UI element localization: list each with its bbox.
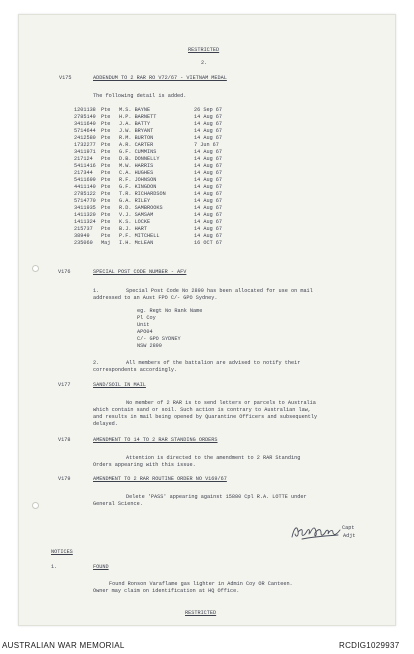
service-number: 2785122 <box>74 191 96 197</box>
qualifying-date: 14 Aug 67 <box>194 205 223 211</box>
member-name: T.R. RICHARDSON <box>119 191 166 197</box>
rank: Pte <box>101 219 111 225</box>
member-name: C.A. HUGHES <box>119 170 154 176</box>
qualifying-date: 14 Aug 67 <box>194 121 223 127</box>
section-title-standing-orders: AMENDMENT TO 14 TO 2 RAR STANDING ORDERS <box>93 437 218 443</box>
rank: Maj <box>101 240 111 246</box>
paragraph-text: General Science. <box>93 501 143 507</box>
qualifying-date: 7 Jun 67 <box>194 142 219 148</box>
paragraph-text: Orders appearing with this issue. <box>93 462 196 468</box>
member-name: R.M. BURTON <box>119 135 154 141</box>
service-number: 4411140 <box>74 184 96 190</box>
address-example-line: C/- GPO SYDNEY <box>137 336 181 342</box>
service-number: 5411699 <box>74 177 96 183</box>
punch-hole <box>32 502 39 509</box>
order-ref-v179: V179 <box>58 476 71 482</box>
service-number: 2785149 <box>74 114 96 120</box>
signatory-appointment: Adjt <box>343 533 356 539</box>
rank: Pte <box>101 226 111 232</box>
rank: Pte <box>101 107 111 113</box>
qualifying-date: 14 Aug 67 <box>194 177 223 183</box>
paragraph-text: Attention is directed to the amendment to 2 RAR Standing <box>126 455 301 461</box>
qualifying-date: 14 Aug 67 <box>194 128 223 134</box>
order-ref-v175: V175 <box>59 75 72 81</box>
service-number: 5714770 <box>74 198 96 204</box>
rank: Pte <box>101 212 111 218</box>
service-number: 1732277 <box>74 142 96 148</box>
service-number: 1411324 <box>74 219 96 225</box>
rank: Pte <box>101 198 111 204</box>
member-name: P.F. MITCHELL <box>119 233 160 239</box>
rank: Pte <box>101 114 111 120</box>
page-number: 2. <box>201 60 208 66</box>
signatory-rank: Capt <box>342 525 355 531</box>
member-name: G.F. KINGDON <box>119 184 157 190</box>
service-number: 38949 <box>74 233 90 239</box>
qualifying-date: 14 Aug 67 <box>194 212 223 218</box>
qualifying-date: 14 Aug 67 <box>194 114 223 120</box>
rank: Pte <box>101 163 111 169</box>
rank: Pte <box>101 233 111 239</box>
section-intro: The following detail is added. <box>93 93 187 99</box>
member-name: G.A. RILEY <box>119 198 151 204</box>
member-name: V.J. SAMSAM <box>119 212 154 218</box>
section-title-post-code: SPECIAL POST CODE NUMBER - AFV <box>93 269 187 275</box>
paragraph-text: Found Ronson Varaflame gas lighter in Admin Coy OR Canteen. <box>109 581 293 587</box>
para-number: 1. <box>93 288 100 294</box>
service-number: 2412580 <box>74 135 96 141</box>
address-example-line: Unit <box>137 322 150 328</box>
qualifying-date: 14 Aug 67 <box>194 233 223 239</box>
member-name: B.J. HART <box>119 226 148 232</box>
member-name: R.D. SAMBROOKS <box>119 205 163 211</box>
member-name: D.B. DONNELLY <box>119 156 160 162</box>
qualifying-date: 14 Aug 67 <box>194 170 223 176</box>
qualifying-date: 16 OCT 67 <box>194 240 223 246</box>
service-number: 3411935 <box>74 205 96 211</box>
service-number: 215737 <box>74 226 93 232</box>
address-example-line: eg. Regt No Rank Name <box>137 308 203 314</box>
paragraph-text: correspondents accordingly. <box>93 367 178 373</box>
archive-reference: RCDIG1029937 <box>339 641 400 650</box>
member-name: M.W. HARRIS <box>119 163 154 169</box>
qualifying-date: 14 Aug 67 <box>194 149 223 155</box>
service-number: 3411640 <box>74 121 96 127</box>
section-title-vietnam-medal: ADDENDUM TO 2 RAR RO V72/67 - VIETNAM MEDAL <box>93 75 227 81</box>
qualifying-date: 14 Aug 67 <box>194 191 223 197</box>
paragraph-text: All members of the battalion are advised to notify their <box>126 360 301 366</box>
paragraph-text: Owner may claim on identification at HQ Office. <box>93 588 240 594</box>
service-number: 1411320 <box>74 212 96 218</box>
qualifying-date: 14 Aug 67 <box>194 219 223 225</box>
qualifying-date: 26 Sep 67 <box>194 107 223 113</box>
qualifying-date: 14 Aug 67 <box>194 163 223 169</box>
rank: Pte <box>101 156 111 162</box>
rank: Pte <box>101 170 111 176</box>
rank: Pte <box>101 149 111 155</box>
service-number: 3411971 <box>74 149 96 155</box>
rank: Pte <box>101 121 111 127</box>
service-number: 1201138 <box>74 107 96 113</box>
service-number: 5411416 <box>74 163 96 169</box>
rank: Pte <box>101 128 111 134</box>
order-ref-v176: V176 <box>58 269 71 275</box>
handwritten-signature <box>288 520 350 542</box>
service-number: 217344 <box>74 170 93 176</box>
address-example-line: NSW 2890 <box>137 343 162 349</box>
member-name: J.A. BATTY <box>119 121 151 127</box>
rank: Pte <box>101 205 111 211</box>
header-classification: RESTRICTED <box>188 47 220 53</box>
service-number: 5714644 <box>74 128 96 134</box>
paragraph-text: No member of 2 RAR is to send letters or parcels to Australia <box>126 400 316 406</box>
paragraph-text: Special Post Code No 2890 has been allocated for use on mail <box>126 288 313 294</box>
service-number: 235060 <box>74 240 93 246</box>
rank: Pte <box>101 142 111 148</box>
rank: Pte <box>101 135 111 141</box>
paragraph-text: and results in mail being opened by Quarantine Officers and subsequently <box>93 414 318 420</box>
qualifying-date: 14 Aug 67 <box>194 156 223 162</box>
paragraph-text: Delete 'PASS' appearing against 15880 Cpl R.A. LOTTE under <box>126 494 307 500</box>
member-name: M.S. BAYNE <box>119 107 151 113</box>
qualifying-date: 14 Aug 67 <box>194 184 223 190</box>
member-name: R.F. JOHNSON <box>119 177 157 183</box>
punch-hole <box>32 265 39 272</box>
qualifying-date: 14 Aug 67 <box>194 226 223 232</box>
notice-number: 1. <box>51 564 58 570</box>
paragraph-text: addressed to an Aust FPO C/- GPO Sydney. <box>93 295 218 301</box>
section-title-sand-soil: SAND/SOIL IN MAIL <box>93 382 146 388</box>
footer-classification: RESTRICTED <box>185 610 217 616</box>
address-example-line: Pl Coy <box>137 315 156 321</box>
order-ref-v178: V178 <box>58 437 71 443</box>
rank: Pte <box>101 184 111 190</box>
qualifying-date: 14 Aug 67 <box>194 198 223 204</box>
notice-title: FOUND <box>93 564 109 570</box>
section-title-routine-order: AMENDMENT TO 2 RAR ROUTINE ORDER NO V169/67 <box>93 476 227 482</box>
member-name: J.W. BRYANT <box>119 128 154 134</box>
member-name: K.S. LOCKE <box>119 219 151 225</box>
member-name: A.R. CARTER <box>119 142 154 148</box>
order-ref-v177: V177 <box>58 382 71 388</box>
member-name: H.P. BARNETT <box>119 114 157 120</box>
service-number: 217124 <box>74 156 93 162</box>
para-number: 2. <box>93 360 100 366</box>
member-name: I.H. McLEAN <box>119 240 154 246</box>
member-name: G.F. CUMMINS <box>119 149 157 155</box>
rank: Pte <box>101 177 111 183</box>
qualifying-date: 14 Aug 67 <box>194 135 223 141</box>
address-example-line: APO04 <box>137 329 153 335</box>
archive-credit: AUSTRALIAN WAR MEMORIAL <box>2 641 125 650</box>
notices-heading: NOTICES <box>51 549 73 555</box>
paragraph-text: delayed. <box>93 421 118 427</box>
rank: Pte <box>101 191 111 197</box>
paragraph-text: which contain sand or soil. Such action is contrary to Australian law, <box>93 407 311 413</box>
